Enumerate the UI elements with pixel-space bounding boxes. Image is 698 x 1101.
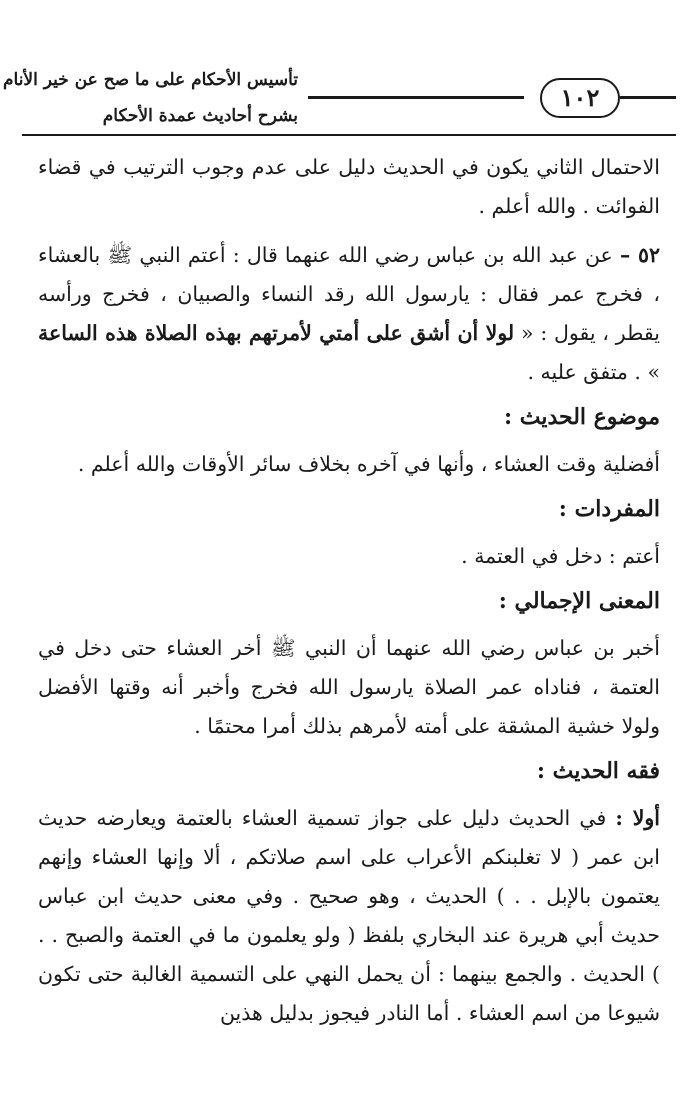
paragraph-intro: الاحتمال الثاني يكون في الحديث دليل على عدم وجوب الترتيب في قضاء الفوائت . والله أعلم . xyxy=(38,155,660,218)
paragraph-fiqh xyxy=(38,799,660,1033)
page-number: ١٠٢ xyxy=(540,78,620,118)
paragraph-subject: أفضلية وقت العشاء ، وأنها في آخره بخلاف سائر الأوقات والله أعلم . xyxy=(77,452,660,476)
paragraph-vocabulary: أعتم : دخل في العتمة . xyxy=(461,544,660,568)
book-subtitle: بشرح أحاديث عمدة الأحكام xyxy=(102,106,298,126)
hadith-paragraph xyxy=(38,236,660,392)
header-rule-left xyxy=(308,96,524,99)
hadith-number: ٥٢ – xyxy=(619,243,660,267)
fiqh-first-label: أولا : xyxy=(615,806,660,830)
book-title: تأسيس الأحكام على ما صح عن خير الأنام xyxy=(2,70,298,90)
page-header xyxy=(2,58,676,138)
spacer xyxy=(38,226,660,236)
heading-vocabulary: المفردات : xyxy=(558,496,660,522)
header-divider xyxy=(22,134,676,136)
hadith-text-a: عن عبد الله بن عباس رضي الله عنهما قال : أعتم النبي ﷺ بالعشاء ، فخرج عمر فقال : يارسول الله رقد النساء والصبيان ، فخرج ورأسه يقطر ، يقول : « xyxy=(38,243,660,345)
hadith-text-c: » . متفق عليه . xyxy=(527,360,660,384)
paragraph-general-meaning: أخبر بن عباس رضي الله عنهما أن النبي ﷺ أخر العشاء حتى دخل في العتمة ، فناداه عمر الصلاة يارسول الله فخرج وأخبر أنه وقتها الأفضل ولولا خشية المشقة على أمته لأمرهم بذلك أمرا محتمًا . xyxy=(38,636,660,738)
heading-general-meaning: المعنى الإجمالي : xyxy=(498,588,660,614)
heading-fiqh: فقه الحديث : xyxy=(536,758,660,784)
header-rule-right xyxy=(620,96,676,99)
hadith-quote: لولا أن أشق على أمتي لأمرتهم بهذه الصلاة هذه الساعة xyxy=(38,321,515,345)
fiqh-text: في الحديث دليل على جواز تسمية العشاء بالعتمة ويعارضه حديث ابن عمر ( لا تغلبنكم الأعراب على اسم صلاتكم ، ألا وإنها العشاء وإنهم يعتمون بالإبل . . ) الحديث ، وهو صحيح . وفي معنى حديث ابن عباس حديث أبي هريرة عند البخاري بلفظ ( ولو يعلمون ما في العتمة والصبح . . ) الحديث . والجمع بينهما : أن يحمل النهي على التسمية الغالبة حتى تكون شيوعا من اسم العشاء . أما النادر فيجوز بدليل هذين xyxy=(38,806,660,1025)
heading-subject: موضوع الحديث : xyxy=(503,404,660,430)
page-body xyxy=(38,148,660,1033)
